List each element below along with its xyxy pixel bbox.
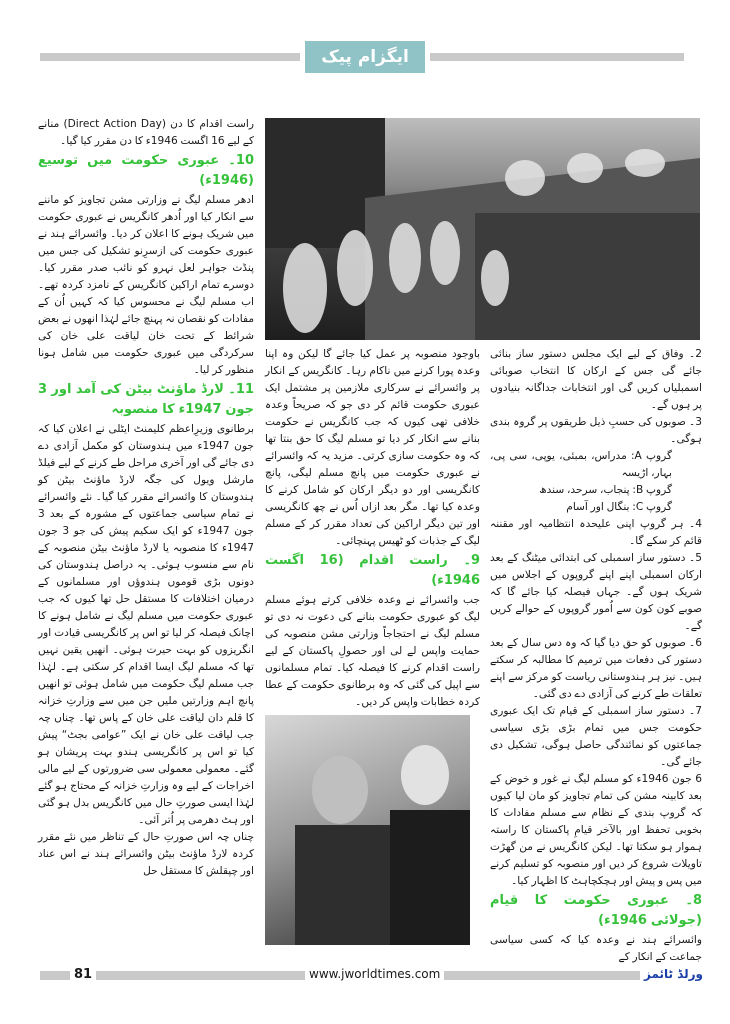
point-3: 3۔ صوبوں کی حسبِ ذیل طریقوں پر گروہ بندی ہوگی۔: [490, 416, 702, 445]
paragraph: راست اقدام کا دن (Direct Action Day) منانے کے لیے 16 اگست 1946ء کا دن مقرر کیا گیا۔: [38, 118, 254, 147]
leaders-portrait-image-icon: [265, 715, 470, 945]
paragraph: چناں چہ اس صورتِ حال کے تناظر میں نئے مقرر کردہ لارڈ ماؤنٹ بیٹن وائسرائے ہند نے اس عناد اور چپقلش کا مستقل حل: [38, 831, 254, 877]
group-c: گروپ C: بنگال اور آسام: [566, 501, 672, 513]
header-rule-left: [40, 53, 300, 61]
middle-photo: [265, 715, 470, 945]
group-b: گروپ B: پنجاب، سرحد، سندھ: [539, 484, 672, 496]
middle-column: [265, 346, 480, 711]
paragraph: برطانوی وزیرِاعظم کلیمنٹ ایٹلی نے اعلان کیا کہ جون 1947ء میں ہندوستان کو مکمل آزادی دے دی جائے گی اور آخری مراحل طے کرنے کے لیے فیلڈ مارشل ویول کی جگہ لارڈ ماؤنٹ بیٹن کو ہندوستان کا وائسرائے مقرر کیا گیا۔ نئے وائسرائے نے تمام سیاسی جماعتوں کے مشورہ کے بعد 3 جون 1947ء کو ایک سکیم پیش کی جو 3 جون 1947ء کا منصوبہ یا لارڈ ماؤنٹ بیٹن منصوبہ کے نام سے منسوب ہوئی۔ یہ دراصل ہندوستان کی دونوں بڑی قوموں ہندوؤں اور مسلمانوں کے درمیان اختلافات کا مستقل حل تھا کیوں کہ جب عبوری حکومت میں مسلم لیگ نے شامل ہونے کا اچانک فیصلہ کر لیا تو اس پر کانگریسی قیادت اور انگریزوں کو بہت حیرت ہوئی۔ انھیں یقین نہیں تھا کہ مسلم لیگ ایسا اقدام کر سکتی ہے۔ لہٰذا جب مسلم لیگ حکومت میں شامل ہوئی تو انھیں پانچ اہم وزارتیں ملیں جن میں سے وزارتِ خزانہ کا قلم دان لیاقت علی خان کے پاس تھا۔ چناں چہ جب لیاقت علی خان نے ایک ”عوامی بجٹ“ پیش کیا تو اس پر کانگریسی ہندو بہت پریشان ہو گئے۔ معمولی معمولی سی ضرورتوں کے لیے مالی اخراجات کے لیے وہ وزارتِ خزانہ کے محتاج ہو گئے لہٰذا ایسی صورتِ حال میں کانگریس بدل ہو گئی اور ہٹ دھرمی پر اُتر آئی۔: [38, 423, 254, 826]
point-7: 7۔ دستور ساز اسمبلی کے قیام تک ایک عبوری حکومت جس میں تمام بڑی بڑی سیاسی جماعتوں کو نمائندگی حاصل ہوگی، تشکیل دی جائے گی۔: [490, 705, 702, 768]
left-column: [38, 116, 254, 880]
page-number: 81: [70, 967, 96, 982]
group-a: گروپ A: مدراس، بمبئی، یوپی، سی پی، بہار، اڑیسہ: [490, 450, 672, 479]
point-4: 4۔ ہر گروپ اپنی علیحدہ انتظامیہ اور مقننہ قائم کر سکے گا۔: [490, 518, 702, 547]
section-heading-8: 8۔ عبوری حکومت کا قیام (جولائی 1946ء): [490, 893, 702, 928]
point-6: 6۔ صوبوں کو حق دیا گیا کہ وہ دس سال کے بعد دستور کی دفعات میں ترمیم کا مطالبہ کر سکتے ہیں۔ نیز ہر ہندوستانی ریاست کو مرکز سے اپنے تعلقات طے کرنے کی آزادی دے دی گئی۔: [490, 637, 702, 700]
refugee-train-image-icon: [265, 118, 700, 340]
header-rule-right: [430, 53, 684, 61]
top-photo: [265, 118, 700, 340]
paragraph: 6 جون 1946ء کو مسلم لیگ نے غور و خوض کے بعد کابینہ مشن کی تمام تجاویز کو مان لیا کیوں کہ گروپ بندی کے نظام سے مسلم مفادات کا بخوبی تحفظ اور بالآخر قیامِ پاکستان کا راستہ ہموار ہو سکتا تھا۔ لیکن کانگریس نے من گھڑت تاویلات شروع کر دیں اور منصوبہ کو تسلیم کرنے میں پس و پیش اور ہچکچاہٹ کا اظہار کیا۔: [490, 773, 702, 887]
point-5: 5۔ دستور ساز اسمبلی کی ابتدائی میٹنگ کے بعد ارکان اسمبلی اپنے اپنے گروپوں کے اجلاس میں شریک ہوں گے۔ جہاں فیصلہ کیا جائے گا کہ صوبے کون کون سے اُمور گروپوں کے حوالے کریں گے۔: [490, 552, 702, 632]
section-heading-10: 10۔ عبوری حکومت میں توسیع (1946ء): [38, 153, 254, 188]
magazine-logo: ورلڈ ٹائمز: [640, 967, 707, 981]
section-heading-9: 9۔ راست اقدام (16 اگست 1946ء): [265, 553, 480, 588]
section-heading-11: 11۔ لارڈ ماؤنٹ بیٹن کی آمد اور 3 جون 1947ء کا منصوبہ: [38, 382, 254, 417]
paragraph: وائسرائے ہند نے وعدہ کیا کہ کسی سیاسی جماعت کے انکار کے: [490, 934, 702, 963]
right-column: [490, 346, 702, 966]
section-title: ایگزام پیک: [305, 41, 425, 73]
paragraph: باوجود منصوبہ پر عمل کیا جائے گا لیکن وہ اپنا وعدہ پورا کرنے میں ناکام رہا۔ کانگریس کے انکار پر وائسرائے نے سرکاری ملازمین پر مشتمل ایک عبوری حکومت قائم کر دی جو کہ صریحاً وعدہ خلافی تھی کیوں کہ جب کانگریس نے حکومت بنانے سے انکار کر دیا تو مسلم لیگ کا حق بنتا تھا کہ وہ حکومت سازی کرتی۔ مزید یہ کہ وائسرائے نے عبوری حکومت میں پانچ مسلم لیگی، پانچ کانگریسی اور دو دیگر ارکان کو شامل کرنے کا وعدہ کیا تھا۔ مگر بعد ازاں اُس نے چھ کانگریسی اور تین دیگر اراکین کی تعداد مقرر کر کے مسلم لیگ کے جذبات کو ٹھیس پہنچائی۔: [265, 348, 480, 547]
paragraph: جب وائسرائے نے وعدہ خلافی کرتے ہوئے مسلم لیگ کو عبوری حکومت بنانے کی دعوت نہ دی تو مسلم لیگ نے احتجاجاً وزارتی مشن منصوبہ کی حمایت واپس لے لی اور حصولِ پاکستان کے لیے راست اقدام کرنے کا فیصلہ کیا۔ تمام مسلمانوں سے اپیل کی گئی کہ وہ برطانوی حکومت کے عطا کردہ خطابات واپس کر دیں۔: [265, 594, 480, 708]
paragraph: ادھر مسلم لیگ نے وزارتی مشن تجاویز کو ماننے سے انکار کیا اور اُدھر کانگریس نے عبوری حکومت میں شریک ہونے کا اعلان کر دیا۔ وائسرائے ہند نے عبوری حکومت کی ازسرِنو تشکیل کی جس میں پنڈت جواہر لعل نہرو کو نائب صدر مقرر کیا۔ دوسرے تمام اراکین کانگریس کے نامزد کردہ تھے۔ اب مسلم لیگ نے محسوس کیا کہ کہیں اُن کے مفادات کو نقصان نہ پہنچ جائے لہٰذا انھوں نے بعض شرائط کے تحت خان لیاقت علی خان کی سرکردگی میں عبوری حکومت میں شامل ہونا منظور کر لیا۔: [38, 194, 254, 376]
website-link[interactable]: www.jworldtimes.com: [305, 967, 444, 981]
point-2: 2۔ وفاق کے لیے ایک مجلس دستور ساز بنائی جائے گی جس کے ارکان کا انتخاب صوبائی اسمبلیاں کریں گی اور انتخابات جداگانہ بنیادوں پر ہوں گے۔: [490, 348, 702, 411]
